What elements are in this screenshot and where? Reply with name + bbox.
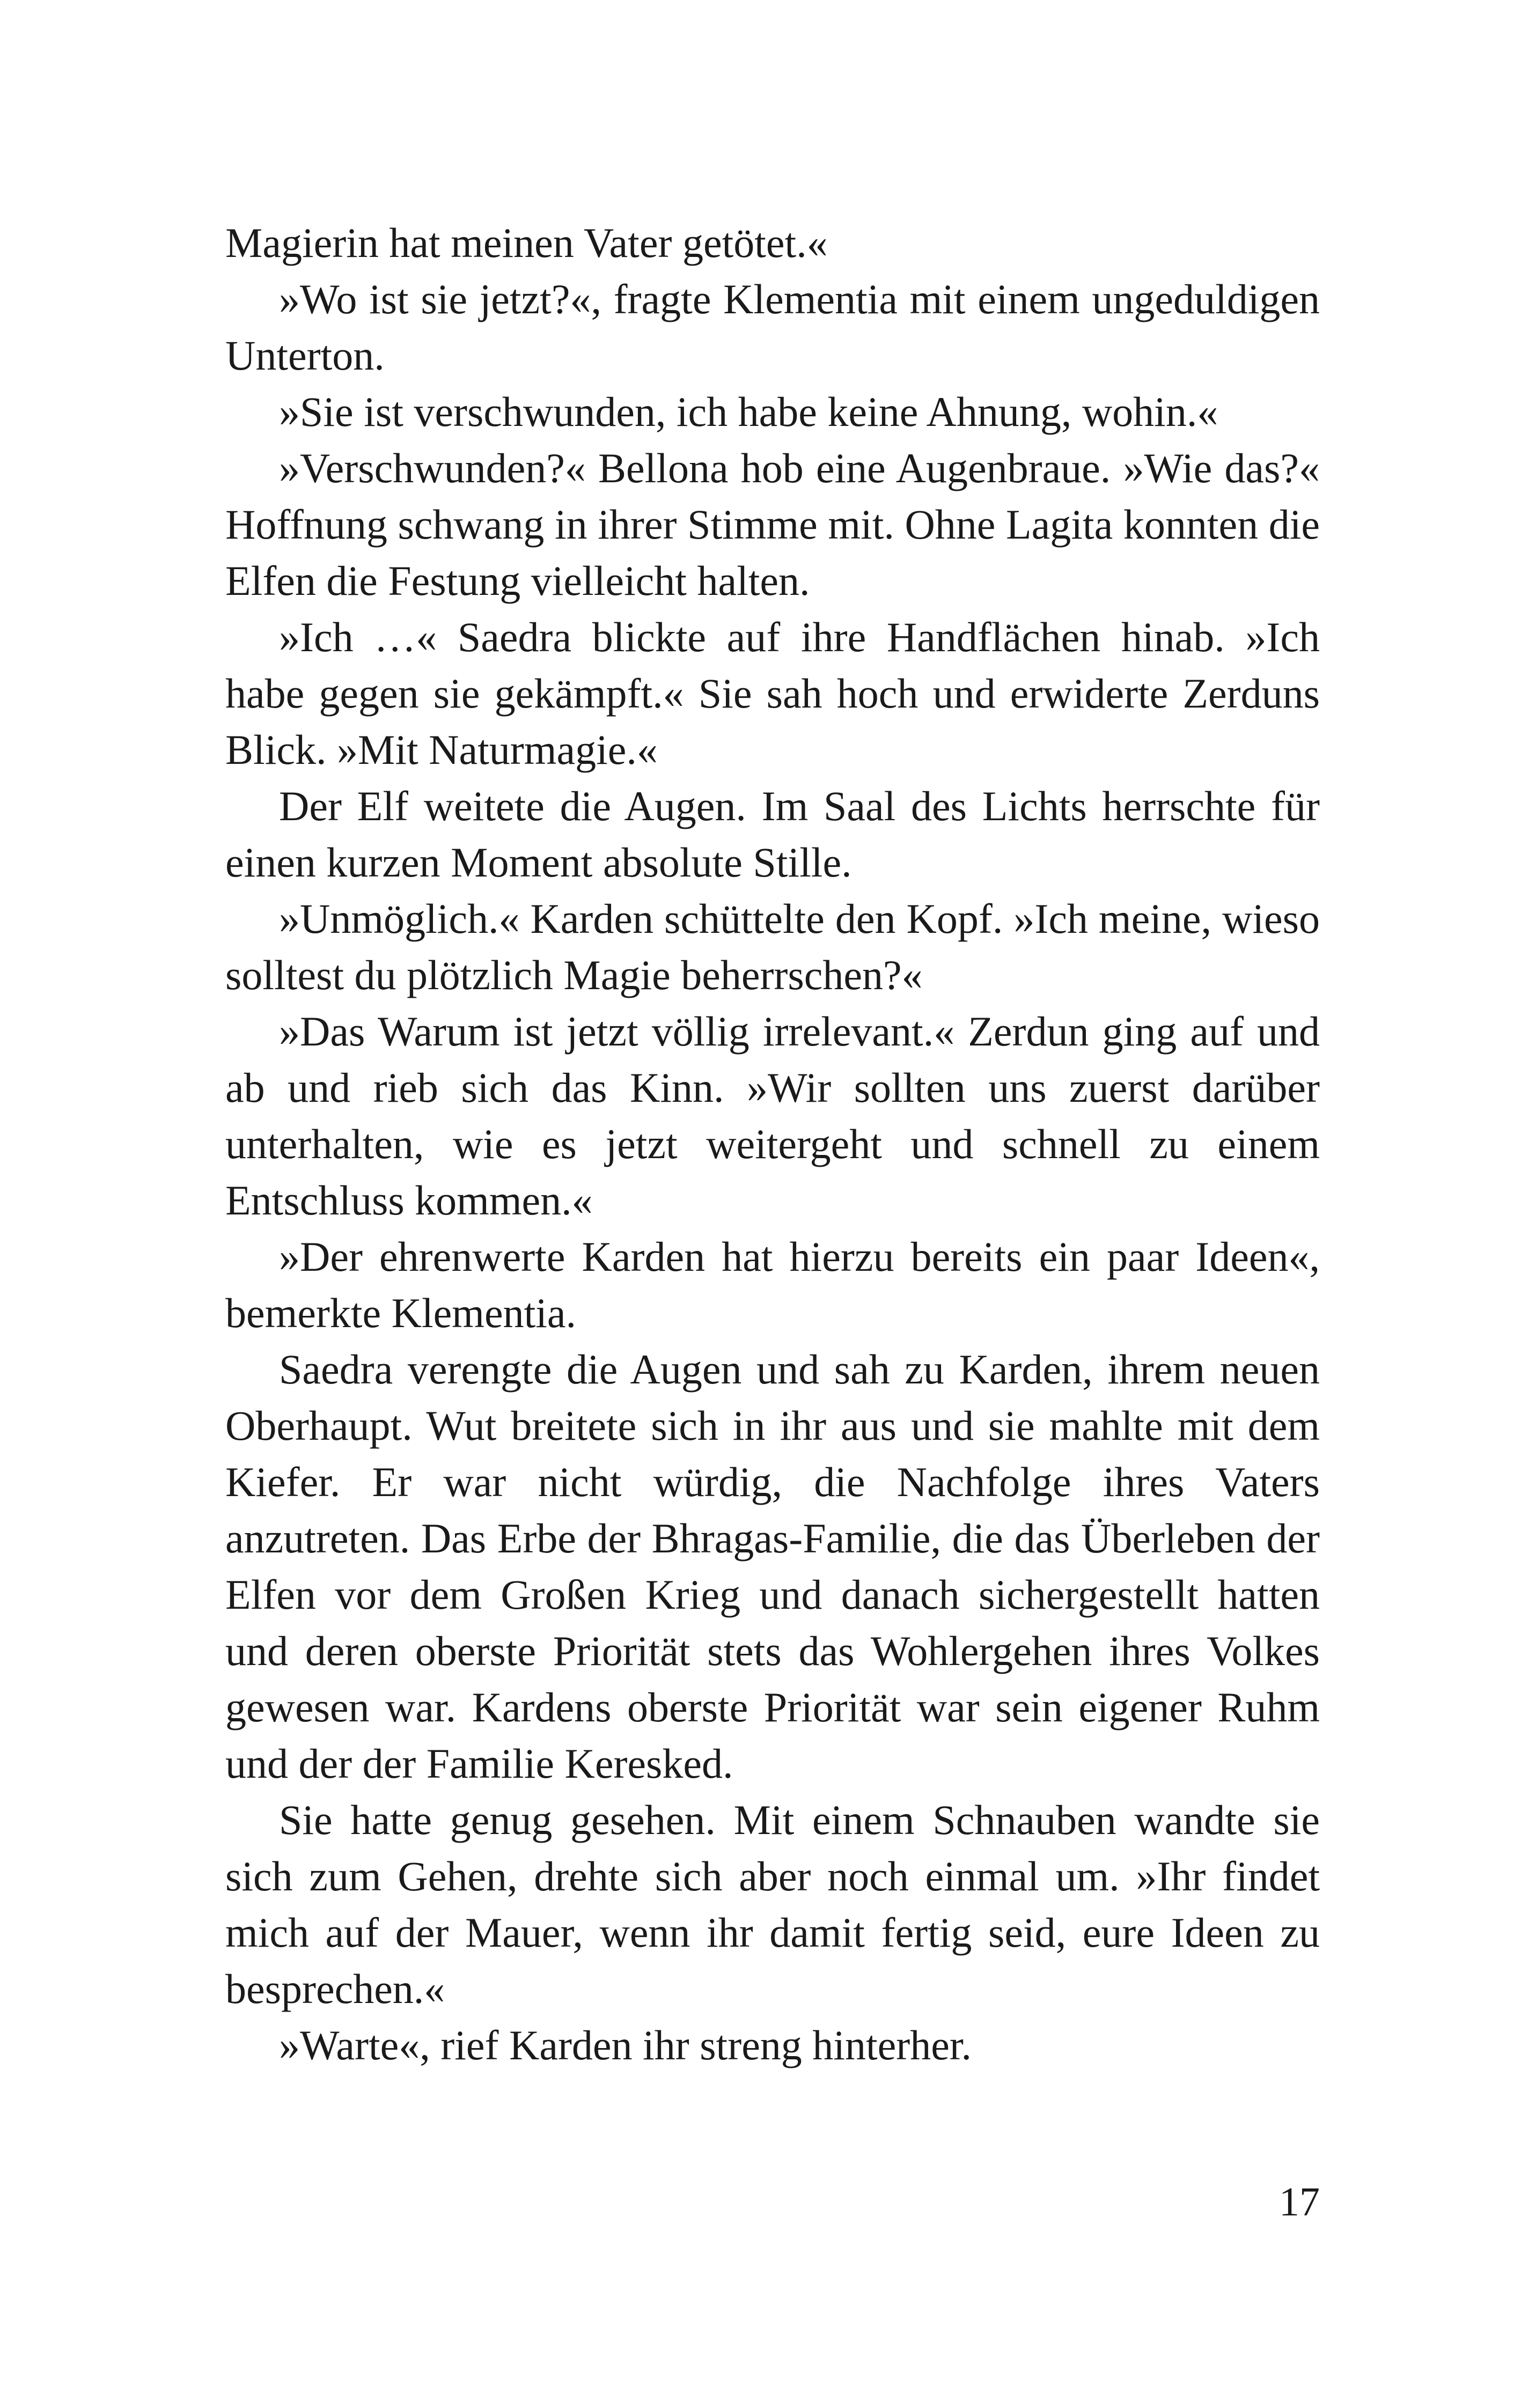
paragraph: »Warte«, rief Karden ihr streng hinterher. [279, 2022, 972, 2068]
body-text [225, 215, 1320, 2073]
paragraph: »Das Warum ist jetzt völlig irrelevant.« Zerdun ging auf und ab und rieb sich das Kinn. »Wir sollten uns zuerst darüber unterhalten, wie es jetzt weitergeht und schnell zu einem Entschluss kommen.« [225, 1008, 1320, 1224]
paragraph: Saedra verengte die Augen und sah zu Karden, ihrem neuen Oberhaupt. Wut breitete sich in ihr aus und sie mahlte mit dem Kiefer. Er war nicht würdig, die Nachfolge ihres Vaters anzutreten. Das Erbe der Bhragas-Familie, die das Überleben der Elfen vor dem Großen Krieg und danach sichergestellt hatten und deren oberste Priorität stets das Wohlergehen ihres Volkes gewesen war. Kardens oberste Priorität war sein eigener Ruhm und der der Familie Keresked. [225, 1346, 1320, 1787]
paragraph: »Unmöglich.« Karden schüttelte den Kopf. »Ich meine, wieso solltest du plötzlich Magie beherrschen?« [225, 895, 1320, 998]
paragraph: »Wo ist sie jetzt?«, fragte Klementia mit einem ungeduldigen Unterton. [225, 276, 1320, 379]
paragraph: Sie hatte genug gesehen. Mit einem Schnauben wandte sie sich zum Gehen, drehte sich aber noch einmal um. »Ihr findet mich auf der Mauer, wenn ihr damit fertig seid, eure Ideen zu besprechen.« [225, 1796, 1320, 2012]
paragraph: »Verschwunden?« Bellona hob eine Augenbraue. »Wie das?« Hoffnung schwang in ihrer Stimme mit. Ohne Lagita konnten die Elfen die Festung vielleicht halten. [225, 445, 1320, 604]
page-number: 17 [1279, 2179, 1320, 2225]
paragraph: »Ich …« Saedra blickte auf ihre Handflächen hinab. »Ich habe gegen sie gekämpft.« Sie sah hoch und erwiderte Zerduns Blick. »Mit Naturmagie.« [225, 614, 1320, 773]
paragraph: Magierin hat meinen Vater getötet.« [225, 219, 828, 266]
paragraph: »Der ehrenwerte Karden hat hierzu bereits ein paar Ideen«, bemerkte Klementia. [225, 1233, 1320, 1336]
paragraph: »Sie ist verschwunden, ich habe keine Ahnung, wohin.« [279, 388, 1218, 435]
paragraph: Der Elf weitete die Augen. Im Saal des Lichts herrschte für einen kurzen Moment absolute Stille. [225, 783, 1320, 886]
